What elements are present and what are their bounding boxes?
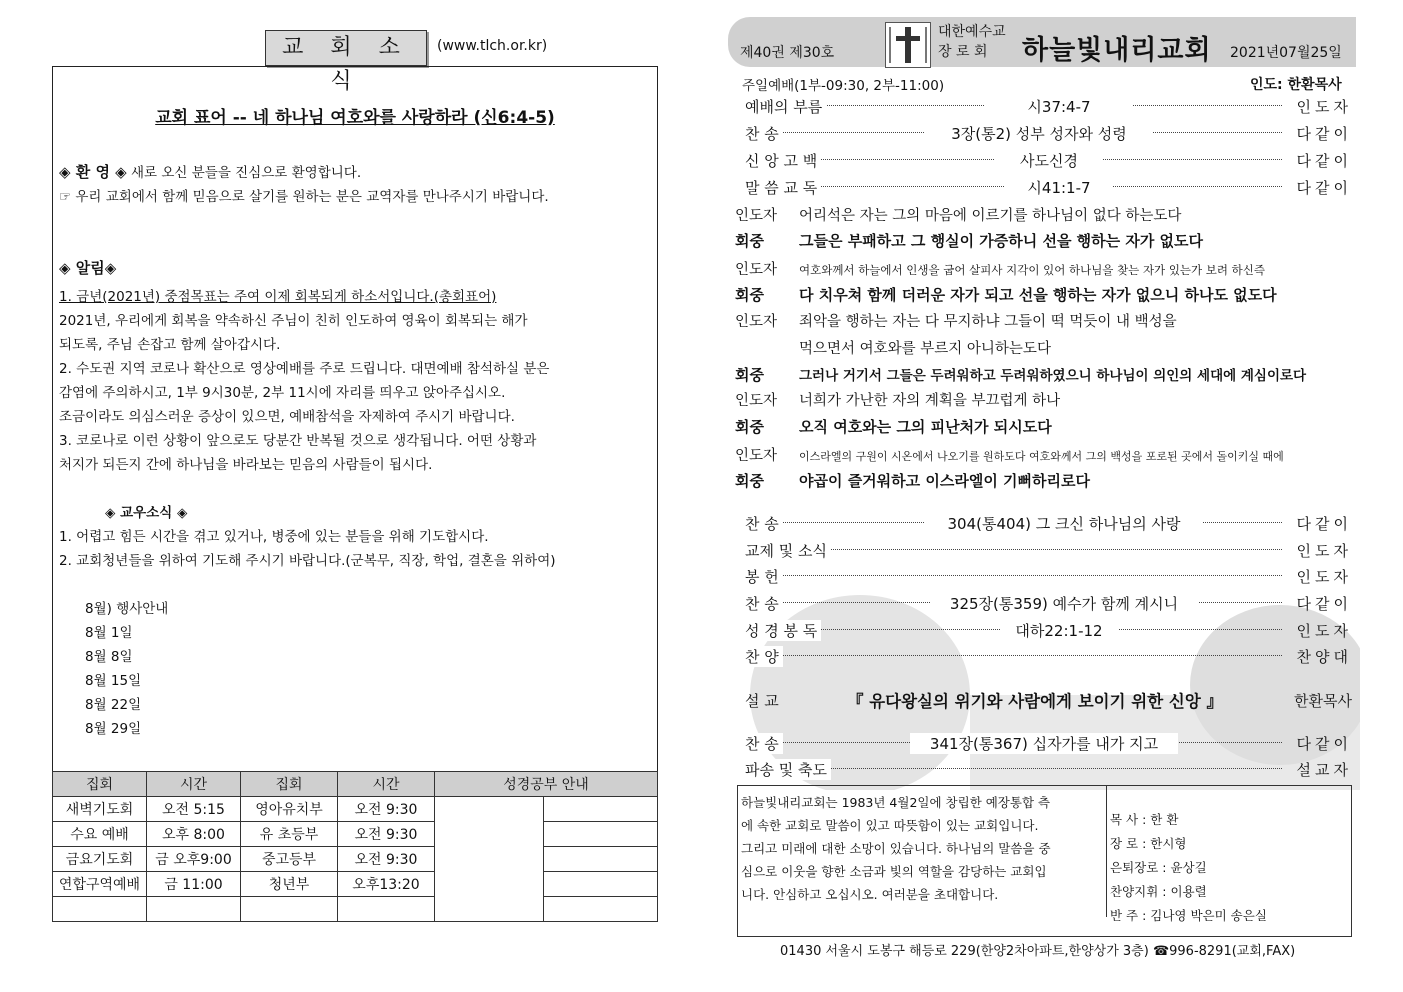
reading-text: 먹으면서 여호와를 부르지 아니하는도다 — [799, 341, 1051, 357]
bible-study-cell — [544, 797, 658, 822]
table-cell — [241, 897, 338, 922]
welcome-heading: ◈ 환 영 ◈ — [59, 163, 127, 181]
table-cell: 새벽기도회 — [53, 797, 147, 822]
reading-text: 여호와께서 하늘에서 인생을 굽어 살피사 지각이 있어 하나님을 찾는 자가 있는가 보려 하신즉 — [799, 263, 1266, 277]
notice-line: 3. 코로나로 이런 상황이 앞으로도 당분간 반복될 것으로 생각됩니다. 어떤 상황과 — [59, 433, 537, 449]
reader-role: 회중 — [735, 286, 764, 304]
responsive-reading-line — [735, 284, 1355, 305]
notice-line: 처지가 되든지 간에 하나님을 바라보는 믿음의 사람들이 됩시다. — [59, 457, 433, 473]
leader-dots — [745, 655, 1282, 656]
table-cell — [147, 897, 241, 922]
staff-line: 목 사 : 한 환 — [1110, 812, 1179, 827]
table-header: 시간 — [338, 772, 435, 797]
event-date: 8월 1일 — [85, 625, 133, 641]
order-person: 찬양대 — [1296, 648, 1352, 666]
responsive-reading-line — [735, 230, 1355, 251]
order-person: 다같이 — [1296, 179, 1352, 197]
cross-logo-icon — [885, 22, 931, 68]
order-person: 다같이 — [1296, 515, 1352, 533]
order-content: 325장(통359) 예수가 함께 계시니 — [930, 593, 1198, 614]
order-label: 신 앙 고 백 — [745, 150, 821, 171]
church-introduction — [737, 785, 1107, 917]
responsive-reading-line — [735, 416, 1355, 437]
table-header: 시간 — [147, 772, 241, 797]
reader-role: 인도자 — [735, 314, 778, 330]
worship-order-item — [745, 620, 1352, 644]
intro-line: 하늘빛내리교회는 1983년 4월2일에 창립한 예장통합 측 — [741, 795, 1051, 810]
worship-order-item — [745, 123, 1352, 147]
staff-line: 장 로 : 한시형 — [1110, 836, 1187, 851]
worship-order-item — [745, 759, 1352, 783]
reading-text: 다 치우쳐 함께 더러운 자가 되고 선을 행하는 자가 없으니 하나도 없도다 — [799, 286, 1277, 304]
reading-text: 이스라엘의 구원이 시온에서 나오기를 원하도다 여호와께서 그의 백성을 포로된 곳에서 돌이키실 때에 — [799, 450, 1284, 463]
table-cell: 오전 9:30 — [338, 797, 435, 822]
table-cell: 오전 9:30 — [338, 847, 435, 872]
table-cell: 유 초등부 — [241, 822, 338, 847]
order-person: 다같이 — [1296, 595, 1352, 613]
church-address: 01430 서울시 도봉구 해등로 229(한양2차아파트,한양상가 3층) ☎996-8291(교회,FAX) — [780, 944, 1296, 959]
reader-role: 인도자 — [735, 262, 778, 278]
table-cell: 금요기도회 — [53, 847, 147, 872]
order-content: 341장(통367) 십자가를 내가 지고 — [910, 733, 1178, 754]
service-times: 주일예배(1부-09:30, 2부-11:00) — [742, 78, 945, 94]
worship-order-item — [745, 540, 1352, 564]
worship-order-item — [745, 150, 1352, 174]
notice-line: 감염에 주의하시고, 1부 9시30분, 2부 11시에 자리를 띄우고 앉아주십시오. — [59, 385, 506, 401]
welcome-line — [59, 161, 361, 182]
order-person: 인도자 — [1296, 568, 1352, 586]
notice-line: 1. 금년(2021년) 중점목표는 주여 이제 회복되게 하소서입니다.(총회표어) — [59, 289, 497, 305]
order-content: 304(통404) 그 크신 하나님의 사랑 — [925, 513, 1203, 534]
reader-role: 회중 — [735, 472, 764, 490]
table-cell: 오전 5:15 — [147, 797, 241, 822]
order-label: 찬 송 — [745, 733, 783, 754]
event-date: 8월 8일 — [85, 649, 133, 665]
order-person: 인도자 — [1296, 622, 1352, 640]
responsive-reading-line — [735, 337, 1355, 358]
events-heading: 8월) 행사안내 — [85, 601, 169, 617]
table-cell: 중고등부 — [241, 847, 338, 872]
bible-study-cell — [435, 797, 544, 922]
reading-text: 어리석은 자는 그의 마음에 이르기를 하나님이 없다 하는도다 — [799, 208, 1182, 224]
reader-role: 인도자 — [735, 393, 778, 409]
table-row — [53, 897, 658, 922]
order-label: 찬 송 — [745, 123, 783, 144]
intro-line: 심으로 이웃을 향한 소금과 빛의 역할을 감당하는 교회입 — [741, 864, 1047, 879]
responsive-reading-line — [735, 364, 1355, 385]
order-person: 다같이 — [1296, 152, 1352, 170]
intro-line: 그리고 미래에 대한 소망이 있습니다. 하나님의 말씀을 중 — [741, 841, 1051, 856]
bible-study-cell — [544, 897, 658, 922]
responsive-reading-line — [735, 204, 1355, 225]
order-content: 사도신경 — [995, 150, 1103, 171]
table-cell — [338, 897, 435, 922]
order-label: 찬 송 — [745, 513, 783, 534]
reading-text: 그러나 거기서 그들은 두려워하고 두려워하였으니 하나님이 의인의 세대에 계심이로다 — [799, 368, 1307, 384]
worship-leader: 인도: 한환목사 — [1250, 77, 1342, 93]
table-header: 집회 — [53, 772, 147, 797]
table-cell: 오후13:20 — [338, 872, 435, 897]
welcome-text: 새로 오신 분들을 진심으로 환영합니다. — [126, 165, 362, 181]
denomination-line-2: 장 로 회 — [938, 44, 988, 60]
notice-line: 2. 수도권 지역 코로나 확산으로 영상예배를 주로 드립니다. 대면예배 참석하실 분은 — [59, 361, 550, 377]
bible-study-cell — [544, 822, 658, 847]
order-person: 인도자 — [1296, 98, 1352, 116]
responsive-reading-line — [735, 258, 1355, 279]
notice-line: 되도록, 주님 손잡고 함께 살아갑시다. — [59, 337, 281, 353]
worship-order-item — [745, 733, 1352, 757]
notice-heading: ◈ 알림◈ — [59, 259, 117, 277]
order-label: 말 씀 교 독 — [745, 177, 821, 198]
church-staff — [1110, 808, 1267, 928]
church-motto: 교회 표어 -- 네 하나님 여호와를 사랑하라 (신6:4-5) — [155, 108, 555, 128]
table-cell: 영아유치부 — [241, 797, 338, 822]
order-label: 봉 헌 — [745, 566, 783, 587]
order-person: 인도자 — [1296, 542, 1352, 560]
worship-order-item — [745, 566, 1352, 590]
members-line: 1. 어렵고 힘든 시간을 겪고 있거나, 병중에 있는 분들을 위해 기도합시다. — [59, 529, 489, 545]
sermon-title: 『 유다왕실의 위기와 사람에게 보이기 위한 신앙 』 — [847, 692, 1224, 711]
sermon-row — [745, 688, 1352, 714]
intro-line: 니다. 안심하고 오십시오. 여러분을 초대합니다. — [741, 887, 999, 902]
event-date: 8월 22일 — [85, 697, 142, 713]
table-row — [53, 822, 658, 847]
notice-line: 조금이라도 의심스러운 증상이 있으면, 예배참석을 자제하여 주시기 바랍니다. — [59, 409, 515, 425]
table-cell — [53, 897, 147, 922]
worship-order-item — [745, 646, 1352, 670]
volume-number: 제40권 제30호 — [740, 45, 835, 61]
notice-line: 2021년, 우리에게 회복을 약속하신 주님이 친히 인도하여 영육이 회복되는 해가 — [59, 313, 528, 329]
reading-text: 그들은 부패하고 그 행실이 가증하니 선을 행하는 자가 없도다 — [799, 232, 1204, 250]
worship-order-item — [745, 513, 1352, 537]
reading-text: 오직 여호와는 그의 피난처가 되시도다 — [799, 418, 1052, 436]
table-header-row — [53, 772, 658, 797]
reading-text: 너희가 가난한 자의 계획을 부끄럽게 하나 — [799, 393, 1061, 409]
staff-line: 찬양지휘 : 이용렬 — [1110, 884, 1207, 899]
bible-study-cell — [544, 847, 658, 872]
bulletin-date: 2021년07월25일 — [1230, 45, 1342, 61]
table-cell: 오후 8:00 — [147, 822, 241, 847]
order-content: 대하22:1-12 — [1000, 620, 1118, 641]
intro-line: 에 속한 교회로 말씀이 있고 따뜻함이 있는 교회입니다. — [741, 818, 1039, 833]
order-content: 시41:1-7 — [1005, 177, 1113, 198]
table-header: 집회 — [241, 772, 338, 797]
preacher: 한환목사 — [1294, 692, 1352, 710]
table-cell: 수요 예배 — [53, 822, 147, 847]
order-label: 찬 양 — [745, 646, 783, 667]
church-name: 하늘빛내리교회 — [1022, 35, 1212, 66]
table-cell: 금 오후9:00 — [147, 847, 241, 872]
staff-line: 은퇴장로 : 윤상길 — [1110, 860, 1207, 875]
table-cell: 오전 9:30 — [338, 822, 435, 847]
news-box — [52, 66, 658, 772]
bulletin-news-title: 교 회 소 식 — [265, 30, 427, 66]
order-label: 파송 및 축도 — [745, 759, 831, 780]
worship-order-item — [745, 177, 1352, 201]
sermon-label: 설 교 — [745, 692, 779, 710]
responsive-reading-line — [735, 470, 1355, 491]
event-date: 8월 15일 — [85, 673, 142, 689]
table-row — [53, 847, 658, 872]
members-line: 2. 교회청년들을 위하여 기도해 주시기 바랍니다.(군복무, 직장, 학업, 결혼을 위하여) — [59, 553, 556, 569]
reader-role: 회중 — [735, 366, 764, 384]
reading-text: 죄악을 행하는 자는 다 무지하냐 그들이 떡 먹듯이 내 백성을 — [799, 314, 1177, 330]
order-content: 3장(통2) 성부 성자와 성령 — [925, 123, 1153, 144]
table-row — [53, 797, 658, 822]
leader-dots — [745, 575, 1282, 576]
worship-order-item — [745, 96, 1352, 120]
responsive-reading-line — [735, 444, 1355, 465]
order-person: 다같이 — [1296, 125, 1352, 143]
table-cell: 금 11:00 — [147, 872, 241, 897]
members-heading: ◈ 교우소식 ◈ — [105, 505, 188, 521]
order-label: 찬 송 — [745, 593, 783, 614]
order-label: 교제 및 소식 — [745, 540, 831, 561]
reader-role: 인도자 — [735, 448, 778, 464]
order-person: 설교자 — [1296, 761, 1352, 779]
denomination — [938, 22, 1006, 62]
reader-role: 인도자 — [735, 208, 778, 224]
reader-role: 회중 — [735, 232, 764, 250]
table-cell: 청년부 — [241, 872, 338, 897]
table-cell: 연합구역예배 — [53, 872, 147, 897]
event-date: 8월 29일 — [85, 721, 142, 737]
responsive-reading-line — [735, 389, 1355, 410]
worship-order-item — [745, 593, 1352, 617]
table-header: 성경공부 안내 — [435, 772, 658, 797]
staff-line: 반 주 : 김나영 박은미 송은실 — [1110, 908, 1267, 923]
order-person: 다같이 — [1296, 735, 1352, 753]
denomination-line-1: 대한예수교 — [938, 24, 1006, 40]
responsive-reading-line — [735, 310, 1355, 331]
order-label: 성 경 봉 독 — [745, 620, 821, 641]
reader-role: 회중 — [735, 418, 764, 436]
website-url[interactable]: (www.tlch.or.kr) — [437, 38, 548, 54]
order-content: 시37:4-7 — [985, 96, 1133, 117]
bible-study-cell — [544, 872, 658, 897]
welcome-line-2: ☞ 우리 교회에서 함께 믿음으로 살기를 원하는 분은 교역자를 만나주시기 바랍니다. — [59, 189, 549, 205]
order-label: 예배의 부름 — [745, 96, 826, 117]
meeting-schedule-table — [52, 771, 658, 922]
reading-text: 야곱이 즐거워하고 이스라엘이 기뻐하리로다 — [799, 472, 1090, 490]
table-row — [53, 872, 658, 897]
